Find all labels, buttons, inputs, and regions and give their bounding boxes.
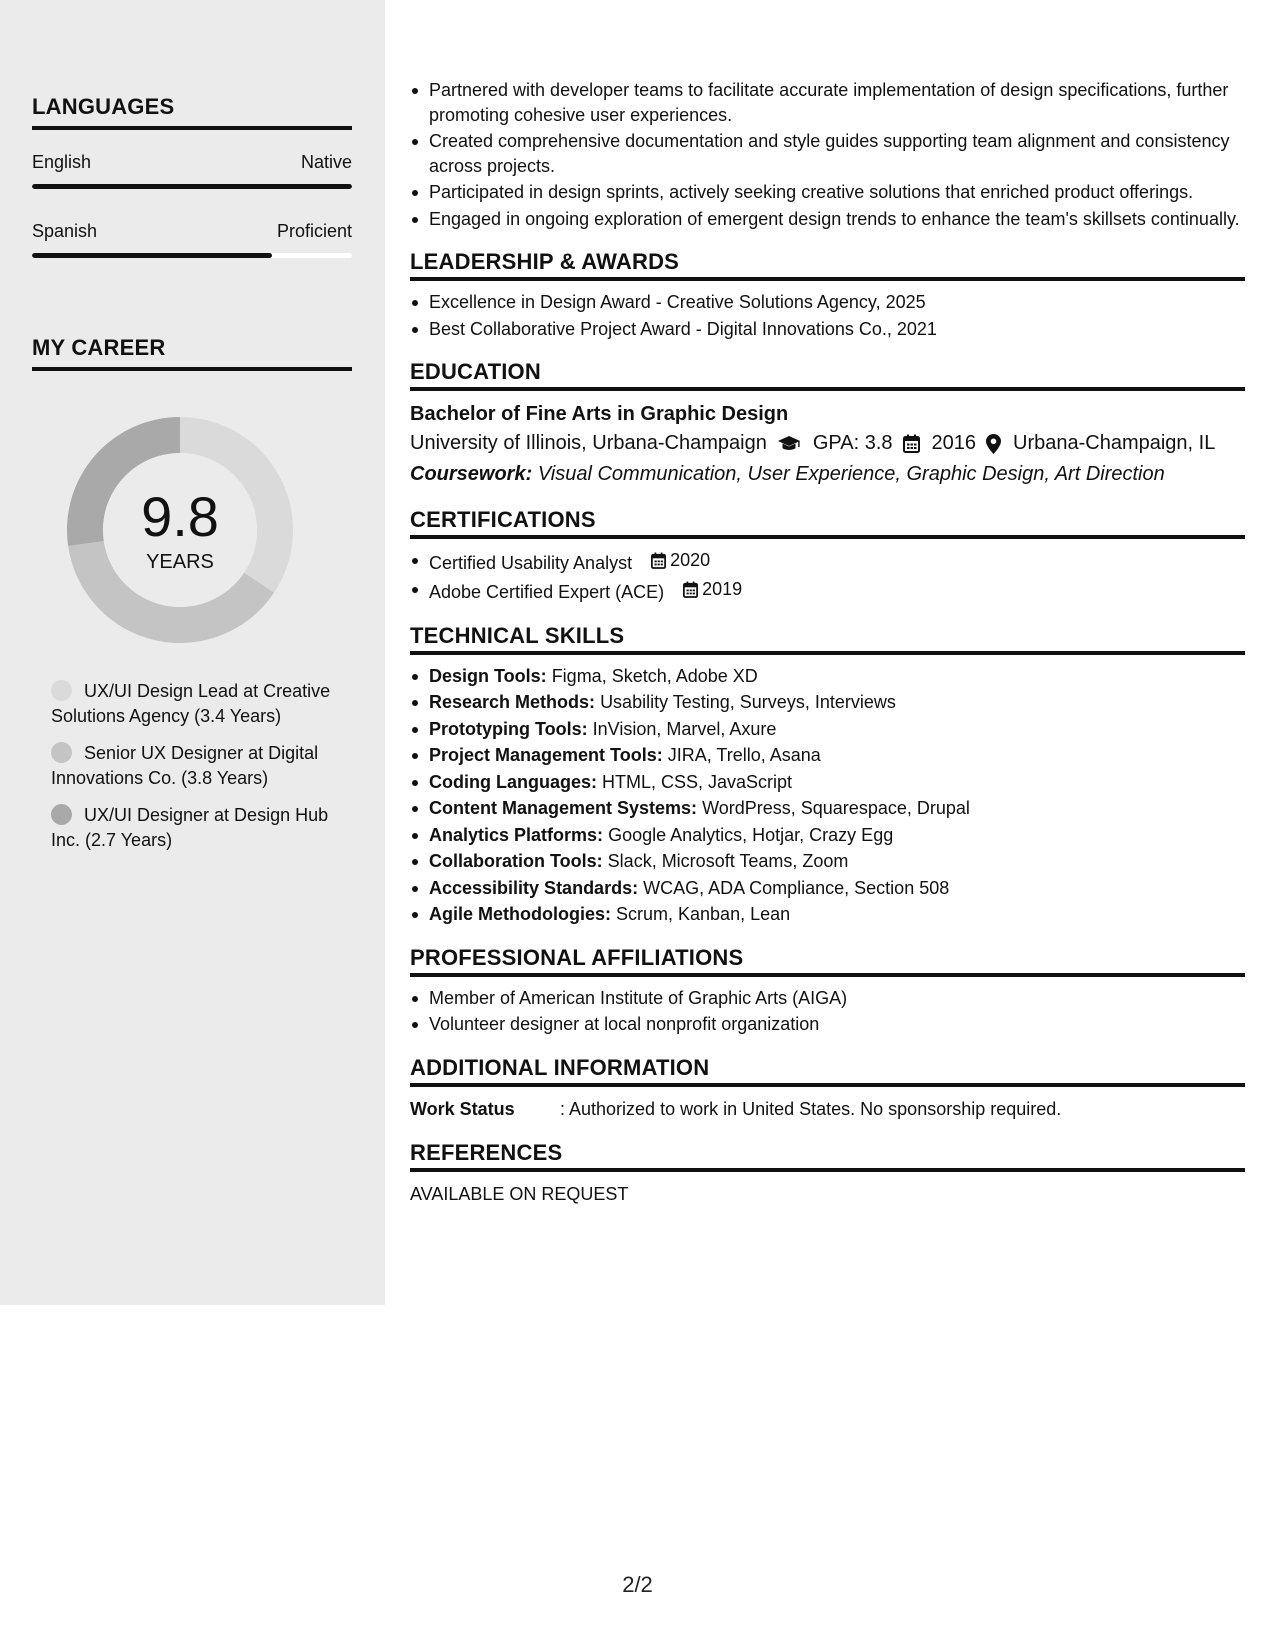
education-heading: EDUCATION [410, 359, 1245, 391]
leadership-list [410, 290, 1245, 341]
experience-bullet: Engaged in ongoing exploration of emergent design trends to enhance the team's skillsets continually. [410, 207, 1245, 232]
additional-info-heading: ADDITIONAL INFORMATION [410, 1055, 1245, 1087]
career-legend-label: UX/UI Designer at Design Hub Inc. (2.7 Years) [51, 805, 329, 850]
experience-bullet: Partnered with developer teams to facilitate accurate implementation of design specifications, further promoting cohesive user experiences. [410, 78, 1245, 127]
education-degree: Bachelor of Fine Arts in Graphic Design [410, 403, 789, 425]
main-content [410, 78, 1245, 1207]
certification-name: Certified Usability Analyst [429, 552, 633, 573]
career-legend-item [51, 741, 341, 791]
award-item: Best Collaborative Project Award - Digital Innovations Co., 2021 [410, 317, 1245, 342]
education-location: Urbana-Champaign, IL [1013, 432, 1216, 454]
work-status-value: : Authorized to work in United States. No sponsorship required. [560, 1098, 1062, 1119]
skill-category: Collaboration Tools: [429, 851, 603, 871]
skill-item [410, 876, 1245, 901]
certification-date [651, 548, 710, 573]
experience-bullet: Created comprehensive documentation and style guides supporting team alignment and consistency across projects. [410, 129, 1245, 178]
affiliation-item: Member of American Institute of Graphic Arts (AIGA) [410, 986, 1245, 1011]
career-legend-item [51, 803, 341, 853]
language-level: Proficient [276, 221, 352, 241]
skill-item [410, 664, 1245, 689]
calendar-icon [903, 434, 920, 453]
career-legend-label: Senior UX Designer at Digital Innovations Co. (3.8 Years) [51, 743, 319, 788]
affiliation-item: Volunteer designer at local nonprofit organization [410, 1012, 1245, 1037]
experience-bullet: Participated in design sprints, actively seeking creative solutions that enriched product offerings. [410, 180, 1245, 205]
career-total-years: 9.8 [141, 485, 219, 548]
legend-dot-icon [51, 804, 72, 825]
skill-values: Figma, Sketch, Adobe XD [551, 665, 758, 686]
skill-values: WCAG, ADA Compliance, Section 508 [643, 877, 950, 898]
skill-values: HTML, CSS, JavaScript [602, 771, 793, 792]
legend-dot-icon [51, 742, 72, 763]
work-status-row [410, 1096, 1245, 1122]
language-bar-spanish [32, 253, 352, 258]
language-bar-fill [32, 184, 352, 189]
skill-values: Google Analytics, Hotjar, Crazy Egg [608, 824, 894, 845]
language-name: English [32, 152, 92, 172]
work-status-label: Work Status [410, 1098, 515, 1119]
skill-category: Research Methods: [429, 692, 596, 712]
skill-item [410, 717, 1245, 742]
skill-category: Design Tools: [429, 665, 547, 686]
location-pin-icon [986, 434, 1001, 454]
certifications-heading: CERTIFICATIONS [410, 507, 1245, 539]
education-school: University of Illinois, Urbana-Champaign [410, 432, 767, 454]
certification-item [410, 548, 1245, 575]
graduation-cap-icon [777, 435, 801, 453]
skill-item [410, 770, 1245, 795]
language-row-spanish [32, 221, 352, 242]
calendar-icon [651, 552, 666, 569]
certification-name: Adobe Certified Expert (ACE) [429, 582, 665, 602]
certifications-list [410, 548, 1245, 605]
leadership-heading: LEADERSHIP & AWARDS [410, 249, 1245, 281]
education-year: 2016 [931, 432, 976, 454]
skill-item [410, 796, 1245, 821]
skill-category: Project Management Tools: [429, 745, 663, 765]
skill-category: Coding Languages: [429, 771, 597, 792]
skill-item [410, 690, 1245, 715]
education-details [410, 428, 1245, 459]
affiliations-list [410, 986, 1245, 1037]
skill-values: Slack, Microsoft Teams, Zoom [607, 851, 849, 871]
affiliations-heading: PROFESSIONAL AFFILIATIONS [410, 945, 1245, 977]
languages-heading: LANGUAGES [32, 94, 352, 130]
skill-values: Usability Testing, Surveys, Interviews [600, 692, 896, 712]
page-number: 2/2 [622, 1572, 653, 1597]
career-legend-item [51, 679, 341, 729]
legend-dot-icon [51, 680, 72, 701]
language-name: Spanish [32, 221, 98, 241]
certification-year: 2020 [670, 550, 711, 570]
skill-values: JIRA, Trello, Asana [667, 745, 821, 765]
skill-item [410, 823, 1245, 848]
certification-item [410, 577, 1245, 604]
career-heading: MY CAREER [32, 335, 352, 371]
language-level: Native [300, 152, 352, 172]
career-donut-chart [67, 417, 293, 643]
calendar-icon [683, 581, 698, 598]
skill-category: Accessibility Standards: [429, 877, 639, 898]
skill-category: Analytics Platforms: [429, 824, 604, 845]
coursework-label: Coursework: [410, 463, 533, 485]
skill-values: WordPress, Squarespace, Drupal [702, 798, 970, 818]
skill-item [410, 849, 1245, 874]
education-coursework [410, 459, 1245, 489]
certification-date [683, 577, 742, 602]
career-years-label: YEARS [146, 551, 214, 573]
skill-values: Scrum, Kanban, Lean [616, 904, 791, 924]
skill-values: InVision, Marvel, Axure [592, 718, 777, 739]
skills-heading: TECHNICAL SKILLS [410, 623, 1245, 655]
award-item: Excellence in Design Award - Creative Solutions Agency, 2025 [410, 290, 1245, 315]
skill-item [410, 743, 1245, 768]
career-legend-label: UX/UI Design Lead at Creative Solutions Agency (3.4 Years) [51, 681, 331, 726]
skill-category: Prototyping Tools: [429, 718, 588, 739]
career-legend [51, 679, 341, 865]
skill-item [410, 902, 1245, 927]
skills-list [410, 664, 1245, 927]
references-heading: REFERENCES [410, 1140, 1245, 1172]
language-bar-english [32, 184, 352, 189]
coursework-value: Visual Communication, User Experience, Graphic Design, Art Direction [537, 463, 1165, 485]
education-gpa: GPA: 3.8 [812, 432, 893, 454]
experience-bullets [410, 78, 1245, 231]
skill-category: Agile Methodologies: [429, 904, 611, 924]
references-text: AVAILABLE ON REQUEST [410, 1183, 629, 1204]
language-row-english [32, 152, 352, 173]
sidebar [0, 0, 385, 1305]
skill-category: Content Management Systems: [429, 798, 698, 818]
language-bar-fill [32, 253, 272, 258]
certification-year: 2019 [702, 579, 743, 600]
